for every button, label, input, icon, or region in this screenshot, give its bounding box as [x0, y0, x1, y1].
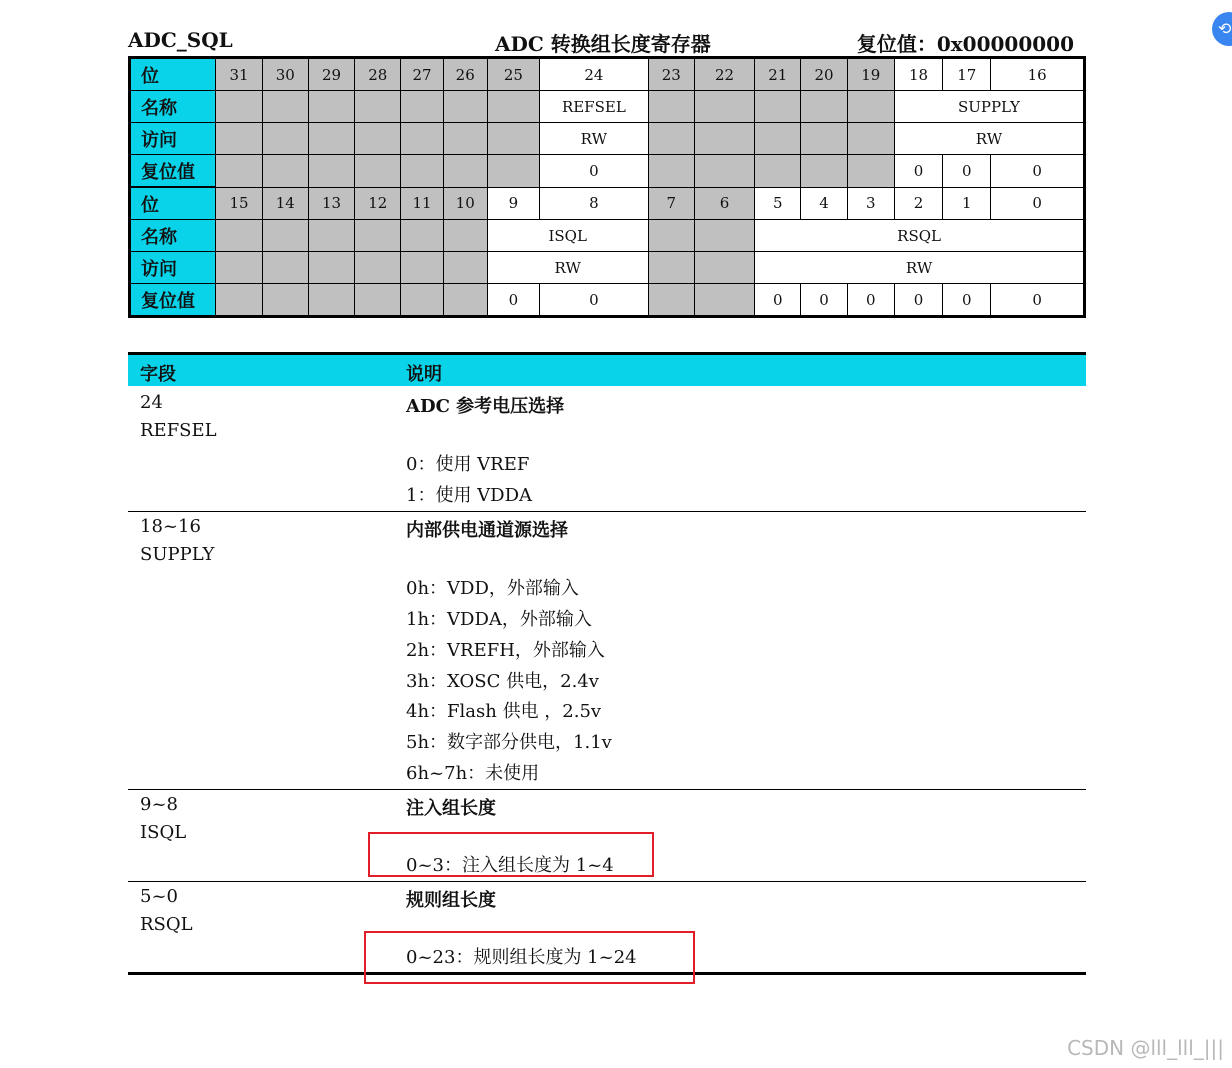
field-title: 注入组长度	[406, 798, 496, 819]
access-isql: RW	[487, 252, 648, 284]
field-option: 4h：Flash 供电 ，2.5v	[406, 701, 602, 722]
header-description: 说明	[406, 364, 442, 385]
field-bits: 18~16	[140, 516, 201, 537]
bit-number: 13	[308, 187, 354, 220]
reset-supply-bit: 0	[991, 155, 1085, 188]
label-access: 访问	[130, 252, 216, 284]
field-title: 内部供电通道源选择	[406, 520, 568, 541]
bit-number: 27	[401, 58, 443, 91]
field-option: 2h：VREFH，外部输入	[406, 640, 605, 661]
watermark: CSDN @lll_lll_|||	[1067, 1036, 1224, 1060]
reset-isql-bit: 0	[540, 284, 649, 317]
fields-table-header	[128, 352, 1086, 386]
bit-row-upper	[130, 58, 1085, 91]
reset-isql-bit: 0	[487, 284, 539, 317]
register-name: ADC_SQL	[128, 28, 233, 52]
bit-number: 22	[694, 58, 754, 91]
translate-icon[interactable]: ⟲	[1212, 12, 1232, 46]
label-bit: 位	[130, 187, 216, 220]
bit-number: 4	[801, 187, 847, 220]
bit-number: 30	[262, 58, 308, 91]
reset-row-lower	[130, 284, 1085, 317]
label-reset: 复位值	[130, 155, 216, 188]
field-name: RSQL	[140, 914, 193, 935]
field-bits: 9~8	[140, 794, 178, 815]
header-field: 字段	[140, 364, 176, 385]
field-option: 6h~7h：未使用	[406, 763, 540, 784]
field-name: REFSEL	[140, 420, 217, 441]
bit-number: 11	[401, 187, 443, 220]
register-bit-table	[128, 56, 1086, 318]
bit-number: 0	[991, 187, 1085, 220]
bit-number: 24	[540, 58, 649, 91]
bit-number: 19	[847, 58, 894, 91]
field-name-refsel: REFSEL	[540, 91, 649, 123]
field-name: SUPPLY	[140, 544, 215, 565]
field-option: 3h：XOSC 供电，2.4v	[406, 671, 599, 692]
highlight-box-rsql	[364, 931, 695, 984]
field-option: 0：使用 VREF	[406, 454, 530, 475]
bit-number: 7	[648, 187, 694, 220]
field-option: 0~23：规则组长度为 1~24	[406, 947, 637, 968]
reset-rsql-bit: 0	[847, 284, 894, 317]
label-reset: 复位值	[130, 284, 216, 317]
bit-number: 3	[847, 187, 894, 220]
bit-number: 31	[216, 58, 262, 91]
bit-number: 20	[801, 58, 847, 91]
field-title: 规则组长度	[406, 890, 496, 911]
name-row-lower	[130, 220, 1085, 252]
field-name: ISQL	[140, 822, 187, 843]
access-rsql: RW	[755, 252, 1085, 284]
access-refsel: RW	[540, 123, 649, 155]
field-option: 0~3：注入组长度为 1~4	[406, 855, 614, 876]
bit-number: 18	[894, 58, 942, 91]
bit-number: 8	[540, 187, 649, 220]
bit-number: 6	[694, 187, 754, 220]
access-row-upper	[130, 123, 1085, 155]
bit-number: 29	[308, 58, 354, 91]
register-reset-value: 复位值：0x00000000	[856, 32, 1074, 56]
bit-number: 1	[943, 187, 991, 220]
bit-number: 26	[443, 58, 487, 91]
label-bit: 位	[130, 58, 216, 91]
bit-number: 14	[262, 187, 308, 220]
reset-supply-bit: 0	[943, 155, 991, 188]
bit-number: 23	[648, 58, 694, 91]
bit-number: 10	[443, 187, 487, 220]
bit-number: 5	[755, 187, 801, 220]
field-row-refsel	[128, 388, 1086, 512]
label-name: 名称	[130, 220, 216, 252]
name-row-upper	[130, 91, 1085, 123]
field-bits: 5~0	[140, 886, 178, 907]
bit-number: 9	[487, 187, 539, 220]
field-name-isql: ISQL	[487, 220, 648, 252]
field-option: 0h：VDD，外部输入	[406, 578, 579, 599]
bit-number: 28	[355, 58, 401, 91]
bit-number: 16	[991, 58, 1085, 91]
field-name-supply: SUPPLY	[894, 91, 1084, 123]
register-title: ADC 转换组长度寄存器	[495, 32, 711, 56]
bit-number: 15	[216, 187, 262, 220]
access-row-lower	[130, 252, 1085, 284]
bit-number: 25	[487, 58, 539, 91]
label-name: 名称	[130, 91, 216, 123]
field-title: ADC 参考电压选择	[406, 396, 565, 417]
bit-number: 12	[355, 187, 401, 220]
bit-row-lower	[130, 187, 1085, 220]
bit-number: 17	[943, 58, 991, 91]
reset-row-upper	[130, 155, 1085, 188]
bit-number: 2	[894, 187, 942, 220]
field-option: 1h：VDDA，外部输入	[406, 609, 592, 630]
highlight-box-isql	[368, 832, 654, 877]
field-name-rsql: RSQL	[755, 220, 1085, 252]
field-option: 5h：数字部分供电，1.1v	[406, 732, 612, 753]
reset-rsql-bit: 0	[755, 284, 801, 317]
reset-rsql-bit: 0	[991, 284, 1085, 317]
field-bits: 24	[140, 392, 163, 413]
access-supply: RW	[894, 123, 1084, 155]
reset-rsql-bit: 0	[943, 284, 991, 317]
label-access: 访问	[130, 123, 216, 155]
reset-supply-bit: 0	[894, 155, 942, 188]
reset-rsql-bit: 0	[801, 284, 847, 317]
field-row-supply	[128, 512, 1086, 790]
reset-refsel: 0	[540, 155, 649, 188]
bit-number: 21	[755, 58, 801, 91]
field-option: 1：使用 VDDA	[406, 485, 533, 506]
reset-rsql-bit: 0	[894, 284, 942, 317]
